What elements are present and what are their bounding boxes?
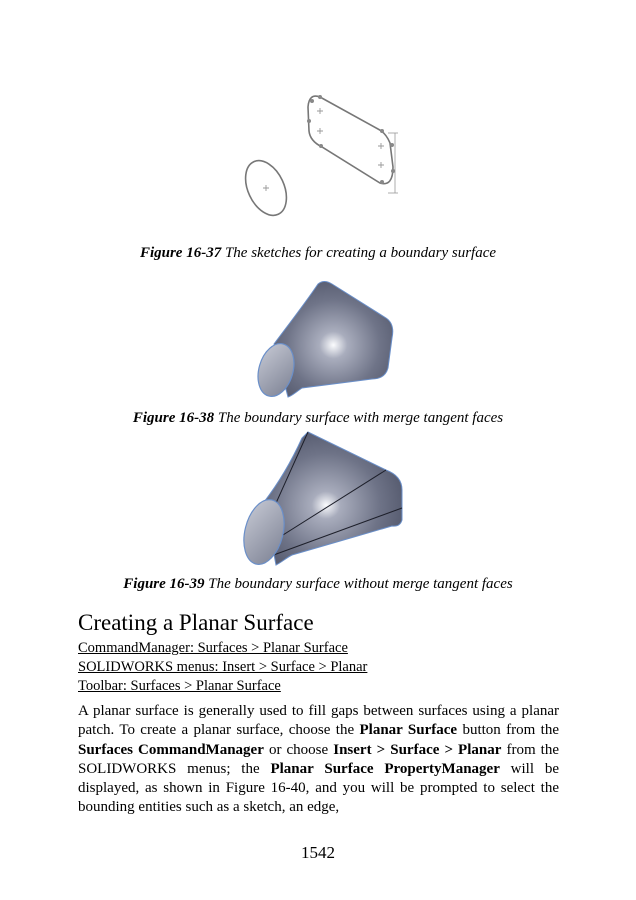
figure-label: Figure 16-38 bbox=[132, 410, 215, 426]
body-paragraph bbox=[78, 702, 559, 818]
section-heading: Creating a Planar Surface bbox=[78, 610, 314, 635]
paragraph-text: A planar surface is generally used to fill gaps between surfaces using a planar patch. To create a planar surface, choose the bbox=[78, 703, 559, 739]
figure-caption bbox=[0, 576, 636, 593]
figure-16-37-sketches bbox=[230, 85, 420, 220]
figure-16-39-boundary-surface bbox=[236, 430, 408, 570]
paragraph-bold: Surfaces CommandManager bbox=[78, 741, 264, 758]
menus-path: SOLIDWORKS menus: Insert > Surface > Planar bbox=[78, 659, 368, 675]
page-number: 1542 bbox=[301, 843, 335, 862]
commandmanager-path: CommandManager: Surfaces > Planar Surface bbox=[78, 640, 348, 656]
figure-label: Figure 16-39 bbox=[123, 576, 205, 592]
figure-text: The sketches for creating a boundary surface bbox=[224, 245, 497, 261]
paragraph-bold: Insert > Surface > Planar bbox=[333, 741, 502, 758]
paragraph-text: or choose bbox=[263, 741, 334, 758]
figure-text: The boundary surface without merge tangent faces bbox=[208, 576, 513, 592]
figure-label: Figure 16-37 bbox=[139, 245, 222, 261]
paragraph-text: from the SOLIDWORKS menus; the bbox=[78, 741, 559, 777]
paragraph-bold: Planar Surface PropertyManager bbox=[270, 760, 500, 777]
figure-caption bbox=[0, 245, 636, 262]
paragraph-text: will be displayed, as shown in Figure 16-40, and you will be prompted to select the bounding entities such as a sketch, an edge, bbox=[78, 760, 559, 816]
paragraph-text: button from the bbox=[457, 722, 559, 739]
figure-caption bbox=[0, 410, 636, 427]
paragraph-bold: Planar Surface bbox=[359, 722, 458, 739]
figure-16-38-boundary-surface bbox=[252, 280, 400, 402]
toolbar-path: Toolbar: Surfaces > Planar Surface bbox=[78, 678, 281, 694]
figure-text: The boundary surface with merge tangent faces bbox=[217, 410, 504, 426]
